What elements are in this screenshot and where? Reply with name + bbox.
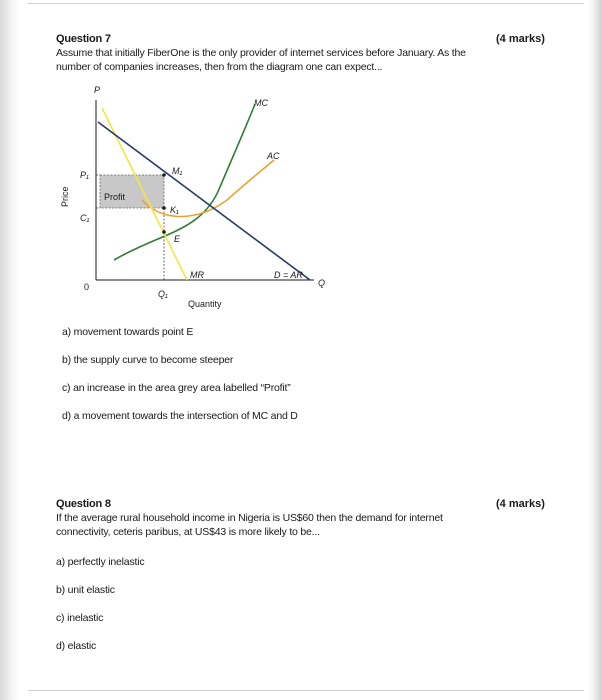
y-axis-title: Price [60,186,70,207]
question-8-option-d[interactable]: d) elastic [56,640,97,652]
p1-label: P₁ [80,170,89,180]
c1-label: C₁ [80,213,90,223]
page-shadow-right [588,0,602,700]
question-8-title: Question 8 [56,498,111,510]
x-axis-letter: Q [318,278,326,288]
mr-label: MR [190,270,204,280]
q1-label: Q₁ [158,289,168,299]
k1-label: K₁ [170,205,179,215]
question-7-option-b[interactable]: b) the supply curve to become steeper [62,354,234,366]
question-7-marks: (4 marks) [496,33,545,45]
question-8-marks: (4 marks) [496,498,545,510]
bottom-rule [28,690,584,691]
question-7-option-a[interactable]: a) movement towards point E [62,326,194,338]
question-8-option-b[interactable]: b) unit elastic [56,584,115,596]
point-e [162,230,166,234]
point-k1 [162,206,166,210]
y-axis-letter: P [94,85,101,95]
ac-label: AC [267,151,280,161]
page-shadow-left [0,0,20,700]
question-8-text: If the average rural household income in Nigeria is US$60 then the demand for internet connectivity, ceteris paribus, at US$43 is more likely to be... [56,512,443,538]
demand-label: D = AR [274,270,303,280]
question-7-title: Question 7 [56,33,111,45]
m1-label: M₁ [172,166,183,176]
question-8-option-c[interactable]: c) inelastic [56,612,104,624]
point-m1 [162,173,166,177]
x-axis-title: Quantity [188,299,222,309]
top-rule [28,3,584,4]
question-7-option-c[interactable]: c) an increase in the area grey area labelled “Profit” [62,382,291,394]
question-7-text: Assume that initially FiberOne is the only provider of internet services before January. As the number of companies increases, then from the diagram one can expect... [56,47,466,73]
origin-label: 0 [84,282,90,292]
question-8-option-a[interactable]: a) perfectly inelastic [56,556,145,568]
mc-label: MC [254,98,268,108]
e-label: E [174,234,181,244]
monopoly-diagram [52,82,342,317]
question-7-option-d[interactable]: d) a movement towards the intersection of MC and D [62,410,298,422]
profit-label: Profit [104,192,126,202]
